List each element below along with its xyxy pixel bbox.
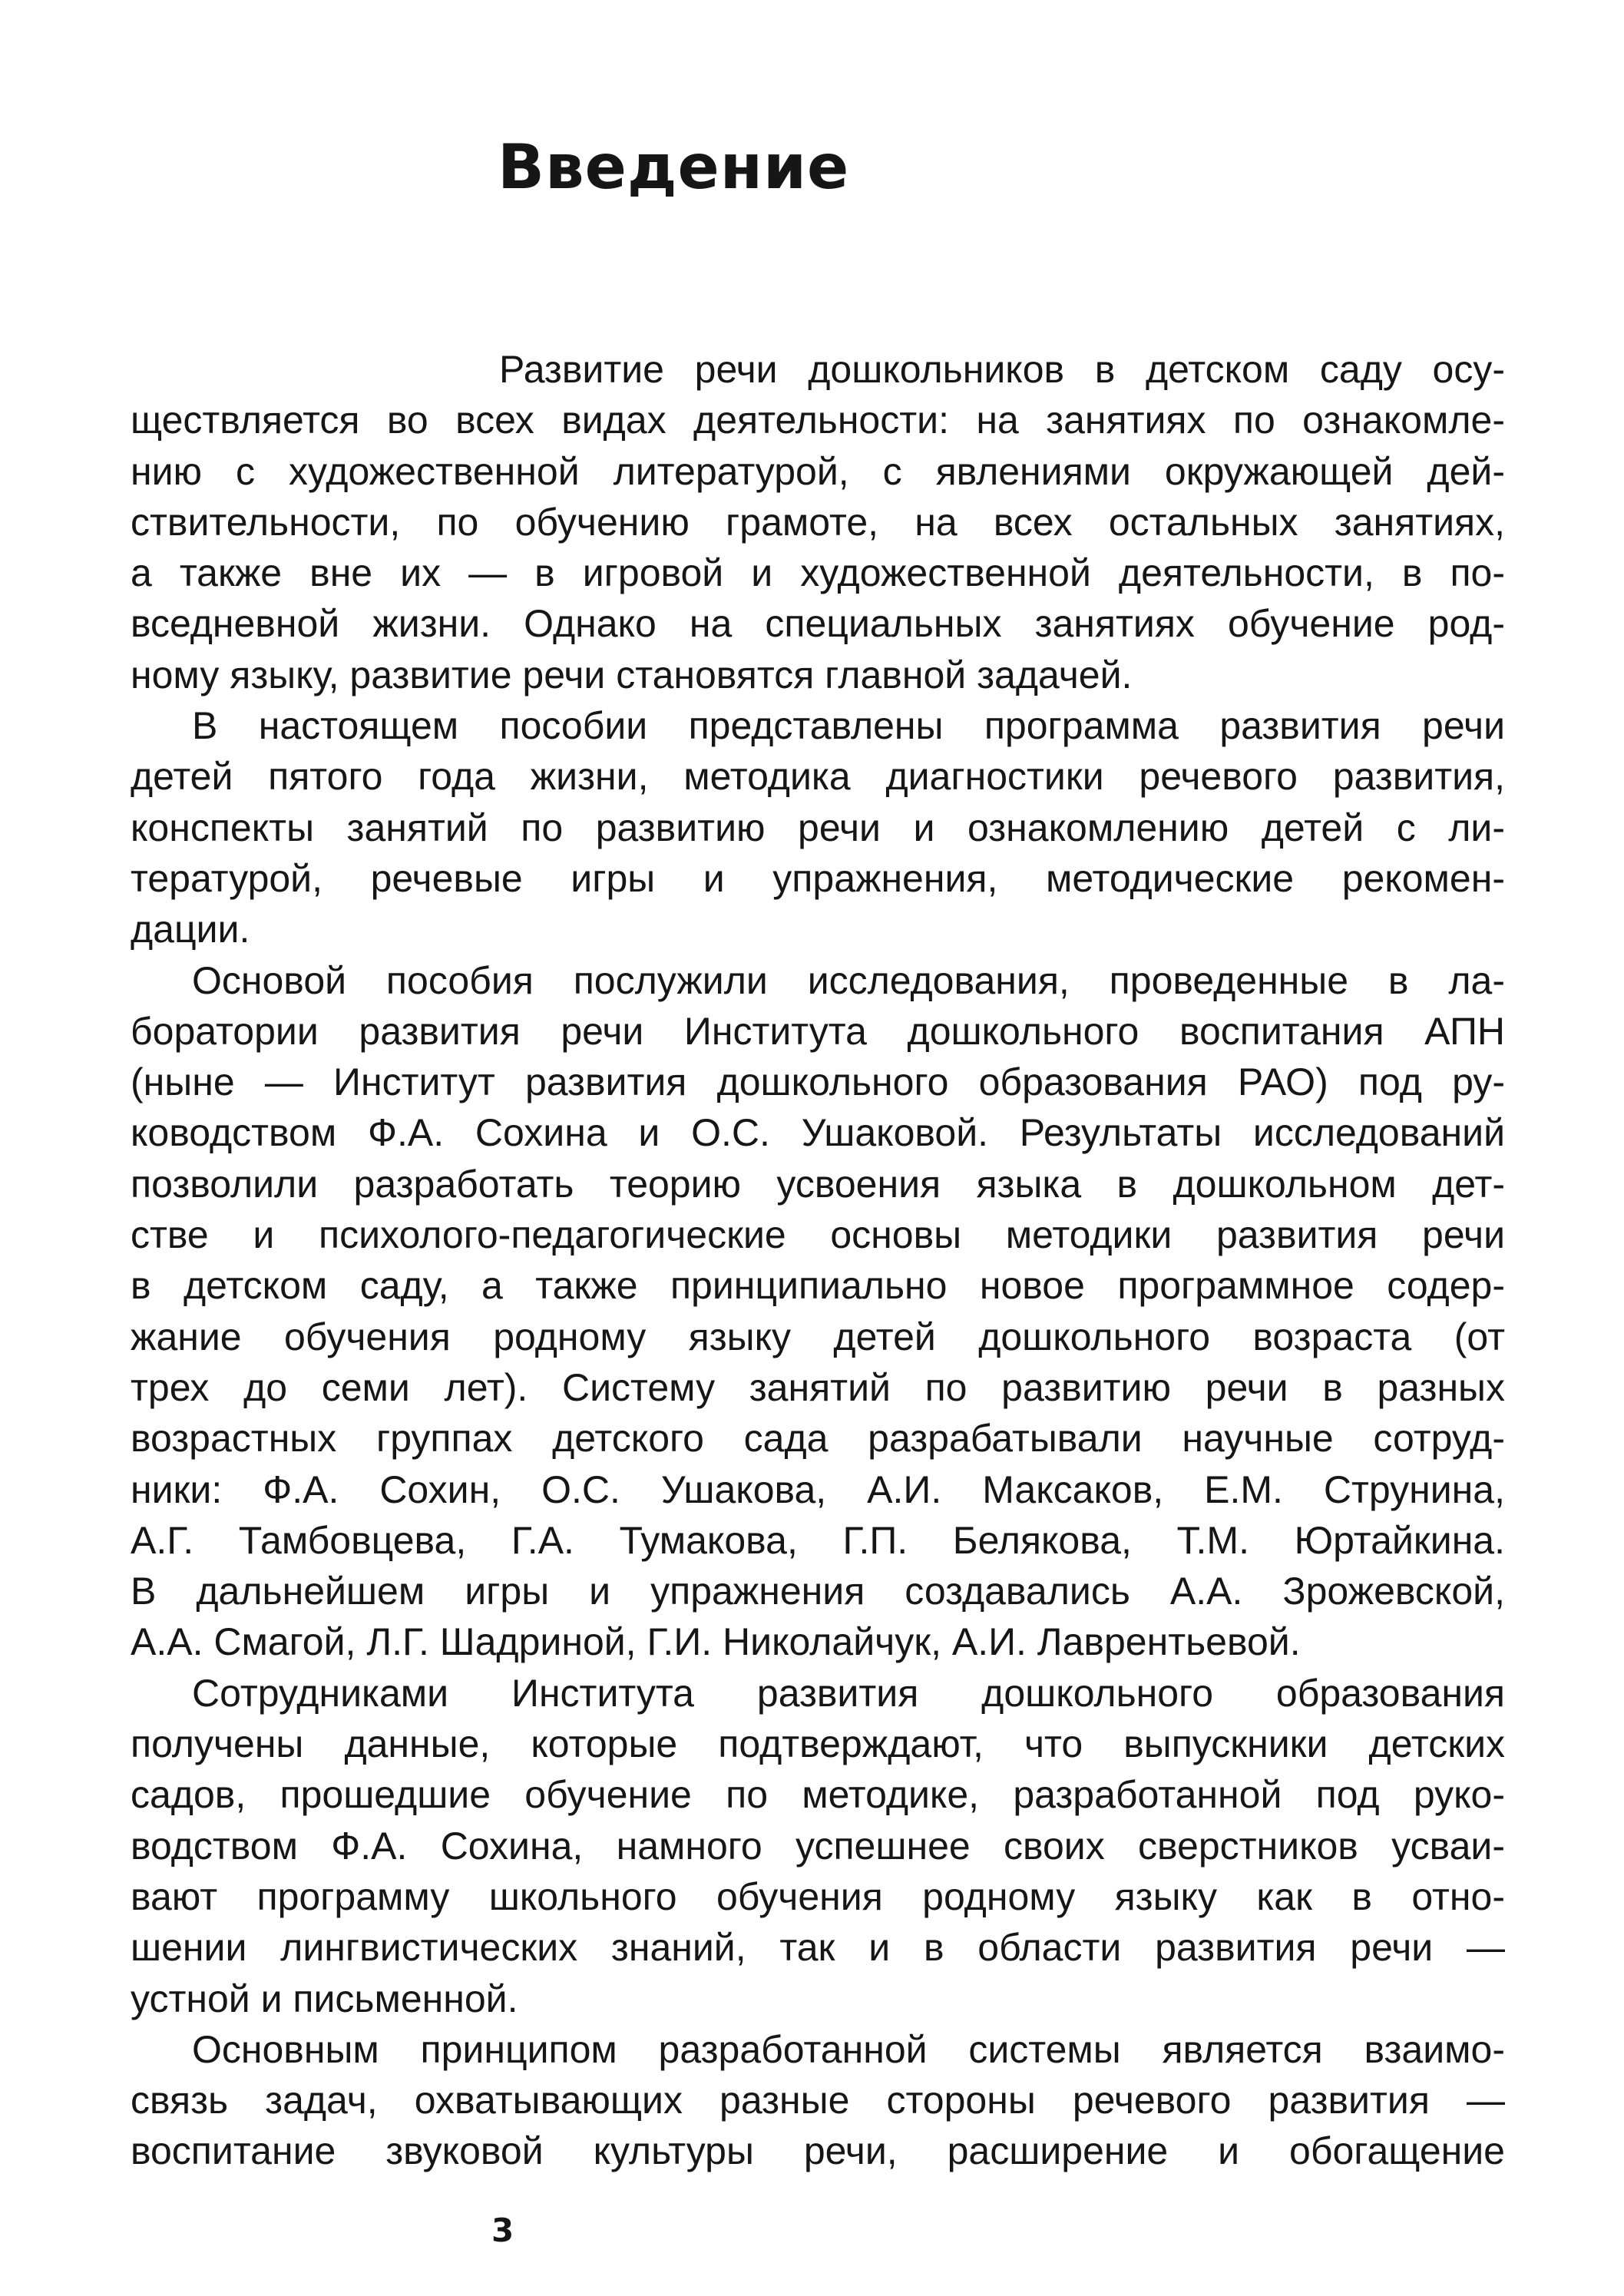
text-line: получены данные, которые подтверждают, что выпускники детских	[131, 1722, 1505, 1766]
text-line: воспитание звуковой культуры речи, расширение и обогащение	[131, 2129, 1505, 2173]
text-line: тературой, речевые игры и упражнения, методические рекомен-	[131, 856, 1505, 900]
text-line: А.А. Смагой, Л.Г. Шадриной, Г.И. Николайчук, А.И. Лаврентьевой.	[131, 1620, 1301, 1664]
text-line: вседневной жизни. Однако на специальных занятиях обучение род-	[131, 602, 1505, 646]
text-line: В настоящем пособии представлены программа развития речи	[192, 704, 1505, 748]
text-line: позволили разработать теорию усвоения языка в дошкольном дет-	[131, 1162, 1505, 1206]
text-line: боратории развития речи Института дошкольного воспитания АПН	[131, 1009, 1505, 1053]
text-line: ствительности, по обучению грамоте, на всех остальных занятиях,	[131, 500, 1505, 544]
text-line: устной и письменной.	[131, 1977, 518, 2020]
text-line: В дальнейшем игры и упражнения создавались А.А. Зрожевской,	[131, 1570, 1505, 1613]
text-line: возрастных группах детского сада разрабатывали научные сотруд-	[131, 1417, 1505, 1461]
text-line: стве и психолого-педагогические основы методики развития речи	[131, 1213, 1505, 1257]
paragraph-1	[131, 344, 1505, 700]
text-line: конспекты занятий по развитию речи и ознакомлению детей с ли-	[131, 806, 1505, 849]
body-text	[131, 344, 1505, 2177]
text-line: (ныне — Институт развития дошкольного образования РАО) под ру-	[131, 1060, 1505, 1104]
page-number: 3	[491, 2212, 514, 2249]
text-line: дации.	[131, 908, 250, 951]
text-line: садов, прошедшие обучение по методике, разработанной под руко-	[131, 1773, 1505, 1817]
text-line: Основным принципом разработанной системы является взаимо-	[192, 2027, 1505, 2071]
paragraph-5	[131, 2024, 1505, 2177]
text-line: Основой пособия послужили исследования, проведенные в ла-	[192, 958, 1505, 1002]
page-title: Введение	[498, 131, 850, 203]
text-line: ководством Ф.А. Сохина и О.С. Ушаковой. Результаты исследований	[131, 1111, 1505, 1155]
text-line: связь задач, охватывающих разные стороны речевого развития —	[131, 2079, 1505, 2122]
text-line: в детском саду, а также принципиально новое программное содер-	[131, 1264, 1505, 1308]
text-line: шении лингвистических знаний, так и в области развития речи —	[131, 1926, 1505, 1970]
text-line: а также вне их — в игровой и художественной деятельности, в по-	[131, 551, 1505, 595]
paragraph-3	[131, 955, 1505, 1668]
text-line: ществляется во всех видах деятельности: на занятиях по ознакомле-	[131, 399, 1505, 442]
text-line: вают программу школьного обучения родному языку как в отно-	[131, 1874, 1505, 1918]
text-line: Развитие речи дошкольников в детском саду осу-	[499, 348, 1505, 391]
text-line: ники: Ф.А. Сохин, О.С. Ушакова, А.И. Максаков, Е.М. Струнина,	[131, 1467, 1505, 1511]
paragraph-4	[131, 1668, 1505, 2024]
text-line: нию с художественной литературой, с явлениями окружающей дей-	[131, 449, 1505, 493]
text-line: ному языку, развитие речи становятся главной задачей.	[131, 653, 1133, 696]
text-line: трех до семи лет). Систему занятий по развитию речи в разных	[131, 1365, 1505, 1409]
text-line: А.Г. Тамбовцева, Г.А. Тумакова, Г.П. Белякова, Т.М. Юртайкина.	[131, 1518, 1505, 1562]
text-line: жание обучения родному языку детей дошкольного возраста (от	[131, 1315, 1505, 1358]
text-line: Сотрудниками Института развития дошкольного образования	[192, 1671, 1505, 1715]
paragraph-2	[131, 700, 1505, 954]
text-line: детей пятого года жизни, методика диагностики речевого развития,	[131, 755, 1505, 799]
text-line: водством Ф.А. Сохина, намного успешнее своих сверстников усваи-	[131, 1824, 1505, 1868]
